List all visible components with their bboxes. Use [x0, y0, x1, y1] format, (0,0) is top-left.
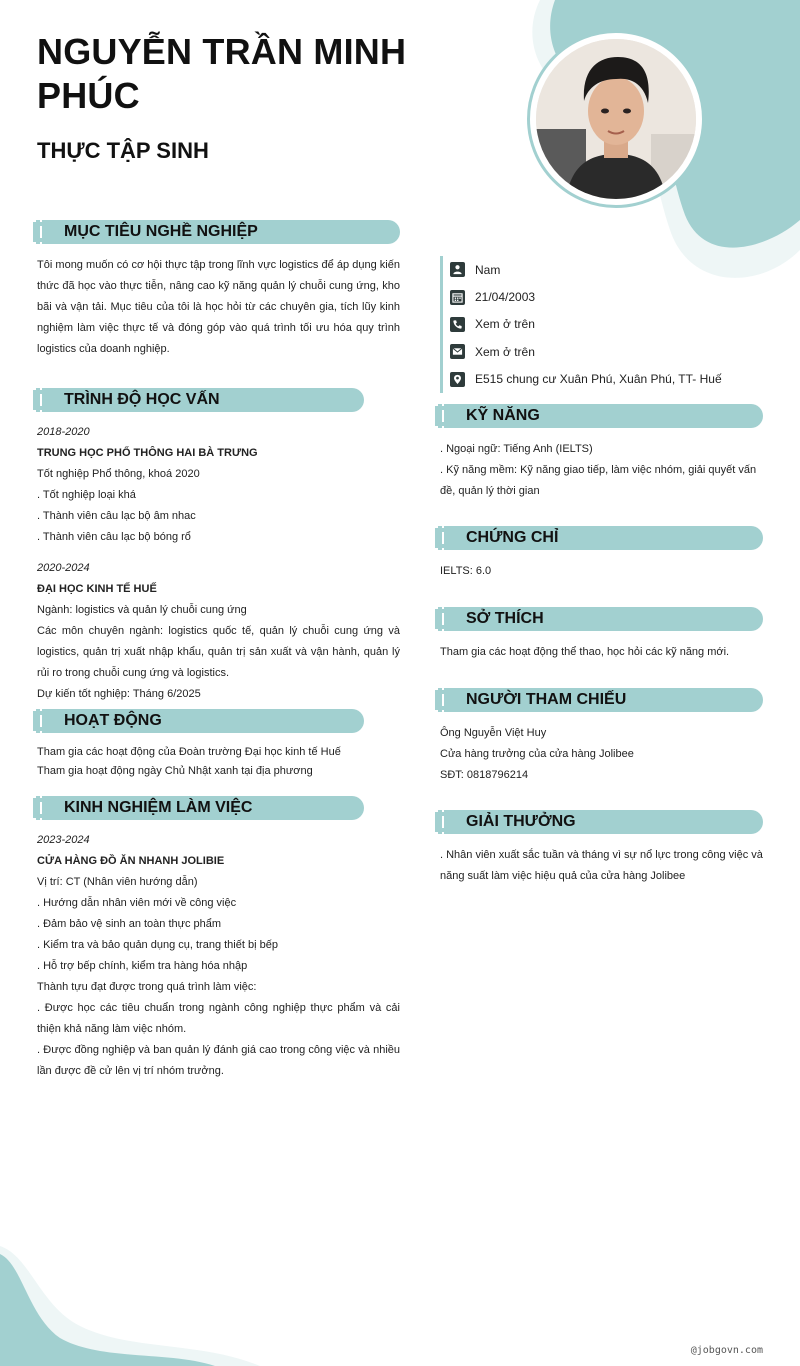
reference-line: Cửa hàng trưởng của cửa hàng Jolibee — [440, 748, 634, 760]
contact-birthday: 21/04/2003 — [450, 283, 770, 310]
decorative-blob-bottom — [0, 1246, 260, 1366]
award-line: . Nhân viên xuất sắc tuần và tháng vì sự nổ lực trong công việc và năng suất làm việc hiệu quả của cửa hàng Jolibee — [440, 849, 763, 882]
objective-text: Tôi mong muốn có cơ hội thực tập trong lĩnh vực logistics để áp dụng kiến thức đã học vào thực tiễn, nâng cao kỹ năng quản lý chuỗi cung ứng, kho bãi và vận tải. Mục tiêu của tôi là học hỏi từ các chuyên gia, tích lũy kinh nghiệm làm việc thực tế và đóng góp vào quá trình tối ưu hóa quy trình logistics của doanh nghiệp. — [37, 259, 400, 355]
education-school: ĐẠI HỌC KINH TẾ HUẾ — [37, 583, 157, 595]
education-date: 2018-2020 — [37, 426, 90, 438]
location-icon — [450, 372, 465, 387]
contact-info — [440, 256, 770, 393]
experience-date: 2023-2024 — [37, 834, 90, 846]
candidate-name: NGUYỄN TRẦN MINH PHÚC — [37, 31, 407, 116]
certificate-line: IELTS: 6.0 — [440, 565, 492, 577]
experience-line: Thành tựu đạt được trong quá trình làm việc: — [37, 981, 257, 993]
education-line: Ngành: logistics và quản lý chuỗi cung ứng — [37, 604, 247, 616]
experience-company: CỬA HÀNG ĐỒ ĂN NHANH JOLIBIE — [37, 855, 225, 867]
education-line: . Thành viên câu lạc bộ bóng rổ — [37, 531, 191, 543]
contact-gender: Nam — [450, 256, 770, 283]
references-text — [440, 723, 763, 786]
reference-line: Ông Nguyễn Việt Huy — [440, 727, 547, 739]
education-line: Dự kiến tốt nghiệp: Tháng 6/2025 — [37, 688, 201, 700]
experience-heading: KINH NGHIỆM LÀM VIỆC — [42, 796, 364, 820]
reference-line: SĐT: 0818796214 — [440, 769, 529, 781]
skill-line: . Kỹ năng mềm: Kỹ năng giao tiếp, làm việc nhóm, giải quyết vấn đề, quản lý thời gian — [440, 464, 757, 497]
calendar-icon — [450, 290, 465, 305]
experience-line: . Hỗ trợ bếp chính, kiểm tra hàng hóa nhập — [37, 960, 248, 972]
certificates-text — [440, 561, 763, 582]
contact-phone: Xem ở trên — [450, 311, 770, 338]
experience-line: . Hướng dẫn nhân viên mới về công việc — [37, 897, 237, 909]
contact-email: Xem ở trên — [450, 338, 770, 365]
experience-section — [37, 830, 400, 1082]
objective-heading: MỤC TIÊU NGHỀ NGHIỆP — [42, 220, 400, 244]
footer-brand: @jobgovn.com — [690, 1345, 763, 1356]
certificates-heading: CHỨNG CHỈ — [444, 526, 763, 550]
contact-address: E515 chung cư Xuân Phú, Xuân Phú, TT- Huế — [450, 366, 770, 393]
experience-line: . Được đồng nghiệp và ban quản lý đánh giá cao trong công việc và nhiều lần được đề cử lên vị trí nhóm trưởng. — [37, 1044, 400, 1077]
profile-photo — [536, 39, 696, 199]
hobby-line: Tham gia các hoạt động thể thao, học hỏi các kỹ năng mới. — [440, 646, 730, 658]
activities-heading: HOẠT ĐỘNG — [42, 709, 364, 733]
experience-line: . Đảm bảo vệ sinh an toàn thực phẩm — [37, 918, 222, 930]
activities-text — [37, 743, 400, 781]
awards-heading: GIẢI THƯỞNG — [444, 810, 763, 834]
mail-icon — [450, 344, 465, 359]
skill-line: . Ngoại ngữ: Tiếng Anh (IELTS) — [440, 443, 593, 455]
awards-text — [440, 845, 763, 887]
profile-photo-frame — [527, 30, 705, 208]
skills-text — [440, 439, 763, 502]
education-line: . Thành viên câu lạc bộ âm nhac — [37, 510, 196, 522]
education-heading: TRÌNH ĐỘ HỌC VẤN — [42, 388, 364, 412]
activity-line: Tham gia các hoạt động của Đoàn trường Đại học kinh tế Huế — [37, 746, 341, 758]
job-title: THỰC TẬP SINH — [37, 138, 209, 163]
person-icon — [450, 262, 465, 277]
education-date: 2020-2024 — [37, 562, 90, 574]
references-heading: NGƯỜI THAM CHIẾU — [444, 688, 763, 712]
education-section — [37, 422, 400, 705]
education-school: TRUNG HỌC PHỔ THÔNG HAI BÀ TRƯNG — [37, 447, 258, 459]
education-line: . Tốt nghiệp loại khá — [37, 489, 136, 501]
hobbies-text — [440, 642, 763, 663]
phone-icon — [450, 317, 465, 332]
experience-line: . Kiểm tra và bảo quản dụng cụ, trang thiết bị bếp — [37, 939, 278, 951]
skills-heading: KỸ NĂNG — [444, 404, 763, 428]
education-line: Các môn chuyên ngành: logistics quốc tế, quản lý chuỗi cung ứng và logistics, quản trị xuất nhập khẩu, quản trị sản xuất và vận hành, quản lý rủi ro trong chuỗi cung ứng và logistics. — [37, 625, 400, 679]
hobbies-heading: SỞ THÍCH — [444, 607, 763, 631]
education-line: Tốt nghiệp Phổ thông, khoá 2020 — [37, 468, 200, 480]
experience-line: Vị trí: CT (Nhân viên hướng dẫn) — [37, 876, 198, 888]
activity-line: Tham gia hoạt động ngày Chủ Nhật xanh tại địa phương — [37, 765, 313, 777]
experience-line: . Được học các tiêu chuẩn trong ngành công nghiệp thực phẩm và cải thiện khả năng làm việc nhóm. — [37, 1002, 400, 1035]
